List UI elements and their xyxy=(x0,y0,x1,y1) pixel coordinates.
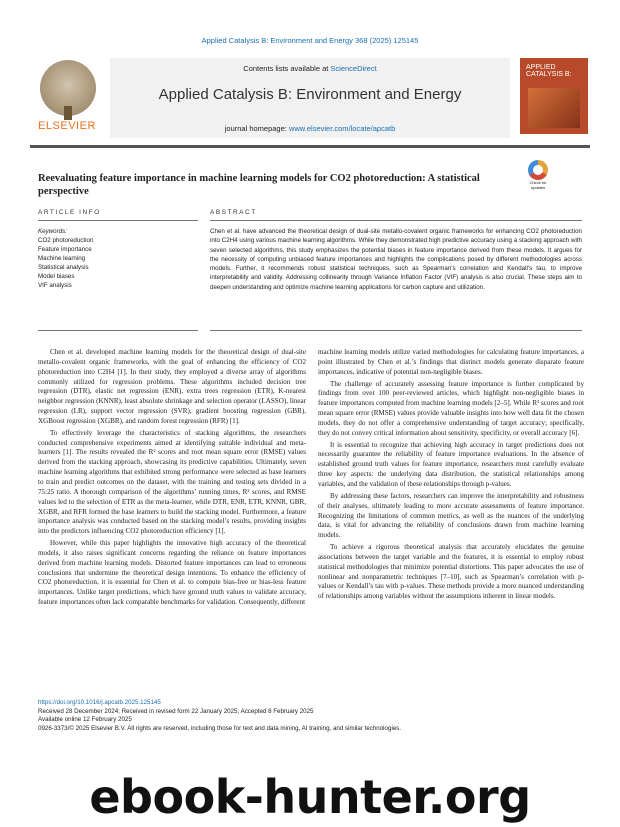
homepage-link[interactable]: www.elsevier.com/locate/apcatb xyxy=(288,124,396,133)
check-for-updates-button[interactable] xyxy=(524,160,552,190)
body-paragraph: To achieve a rigorous theoretical analysis that accurately elucidates the genuine associations between the target variable and the features, it is essential to employ robust statistical methodologies that minimize potential distortions. This paper advocates the use of nonlinear and nonparametric techniques [7–10], such as Spearman’s correlation with p-values or Kendall’s tau with p-values. These methods provide a more nuanced understanding of relationships among variables without the assumptions inherent in linear models. xyxy=(318,543,584,601)
keyword-item: Statistical analysis xyxy=(38,264,89,271)
abstract-divider xyxy=(210,220,582,221)
doi-link[interactable]: https://doi.org/10.1016/j.apcatb.2025.125145 xyxy=(38,699,161,706)
available-online: Available online 12 February 2025 xyxy=(38,716,132,723)
body-paragraph: Chen et al. developed machine learning models for the theoretical design of dual-site metallo-covalent organic frameworks, with the goal of enhancing the efficiency of CO2 photoreduction into C2H4 [1]. In their study, they employed a diverse array of algorithms commonly utilized for regression problems. These algorithms included decision tree regression (DTR), elastic net regression (ENR), extra trees regression (ETR), K-nearest neighbor regression (KNNR), least absolute shrinkage and selection operator (LASSO), linear regression (LR), support vector regression (SVR), gradient boosting regression (GBR), XGBoost regression (XGBR), and random forest regression (RFR) [1]. xyxy=(38,348,306,425)
elsevier-logo[interactable] xyxy=(32,58,102,134)
copyright-notice: 0926-3373/© 2025 Elsevier B.V. All rights are reserved, including those for text and data mining, AI training, and similar technologies. xyxy=(38,724,402,732)
body-paragraph: To effectively leverage the characteristics of stacking algorithms, the researchers conducted comprehensive experiments aimed at identifying suitable individual and meta-learners [1]. The results revealed the R² scores and root mean square error (RMSE) values derived from the stacking approach, showcasing its predictive capabilities. Ultimately, seven machine learning algorithms that exhibited strong performance were selected as base learners to train and predict outcomes on the dataset, with the training and testing sets divided in a 75:25 ratio. A thorough comparison of the algorithms’ running times, R² scores, and RMSE values led to the selection of ETR as the meta-learner, while DTR, ENR, ETR, KNNR, GBR, XGBR, and RFR formed the base learners to build the stacking model. Furthermore, a feature importance analysis was conducted based on the stacking model’s results, providing insights into the predictors influencing CO2 photoreduction efficiency [1]. xyxy=(38,428,306,536)
check-updates-icon-center xyxy=(533,165,543,175)
body-column-right xyxy=(318,348,584,604)
contents-line xyxy=(110,64,510,73)
cover-art xyxy=(528,88,580,128)
journal-cover-image[interactable] xyxy=(520,58,588,134)
abstract-text: Chen et al. have advanced the theoretical design of dual-site metallo-covalent organic frameworks for enhancing CO2 photoreduction into C2H4 using various machine learning algorithms. While they demonstrated high predictive accuracy using a stacking approach with seven selected algorithms, this study emphasizes the potential biases in feature importance derived from these models. It argues for the necessity of computing unbiased feature importances and highlights the complications posed by different methodologies across models. Further, it recommends robust statistical techniques, such as Spearman’s correlation and Kendall’s tau, to improve interpretability and validity. Addressing collinearity through Variance Inflation Factor (VIF) analysis is also crucial. These steps aim to deepen understanding and optimize machine learning applications for carbon capture and utilization. xyxy=(210,228,582,291)
cover-title: APPLIED CATALYSIS B: xyxy=(526,64,572,79)
article-info-divider xyxy=(38,220,198,221)
received-dates: Received 28 December 2024; Received in revised form 22 January 2025; Accepted 8 February 2025 xyxy=(38,707,314,715)
keyword-item: VIF analysis xyxy=(38,282,72,289)
keyword-item: CO2 photoreduction xyxy=(38,237,94,244)
header-divider xyxy=(30,145,590,148)
keyword-item: Model biases xyxy=(38,273,75,280)
contents-prefix: Contents lists available at xyxy=(243,64,331,73)
article-title: Reevaluating feature importance in machine learning models for CO2 photoreduction: A statistical perspective xyxy=(38,173,480,197)
abstract-bottom-divider xyxy=(210,330,582,331)
homepage-prefix: journal homepage: xyxy=(224,124,289,133)
body-paragraph: machine learning models utilize varied methodologies for calculating feature importances, a point illustrated by Chen et al.’s findings that distinct models generate disparate feature importances, indicative of potential non-negligible biases. xyxy=(318,348,584,376)
body-column-left xyxy=(38,348,306,610)
body-paragraph: It is essential to recognize that achieving high accuracy in target predictions does not necessarily guarantee the reliability of feature importance evaluations. In the absence of established ground truth values for feature importance, researchers must carefully evaluate three key aspects: the underlying data distribution, the statistical relationships among variables, and the validation of these relationships through p-values. xyxy=(318,440,584,488)
journal-reference[interactable]: Applied Catalysis B: Environment and Energy 368 (2025) 125145 xyxy=(201,36,419,45)
tree-trunk-icon xyxy=(64,106,72,120)
article-footer xyxy=(38,699,578,733)
body-paragraph: However, while this paper highlights the innovative high accuracy of the theoretical models, it also raises significant concerns regarding the reliance on feature importances derived from machine learning models. Distorted feature importances can lead to erroneous conclusions that undermine the theoretical design intentions. To enhance the efficiency of CO2 photoreduction, it is essential for Chen et al. to compute bias-free or bias-less feature importances. Unlike target predictions, which have ground truth values to validate accuracy, feature importances often lack comparable benchmarks for validation. Consequently, different xyxy=(38,539,306,607)
watermark-text: ebook-hunter.org xyxy=(89,770,531,824)
keyword-item: Machine learning xyxy=(38,255,86,262)
abstract-heading: ABSTRACT xyxy=(210,209,257,216)
body-paragraph: By addressing these factors, researchers can improve the interpretability and robustness of their analyses, ultimately leading to more accurate assessments of feature importance. Recognizing the limitations of common metrics, as well as the nuances of the underlying data, is vital for advancing the reliability of conclusions drawn from machine learning models. xyxy=(318,491,584,540)
check-updates-label: Check for updates xyxy=(529,180,547,190)
journal-header xyxy=(110,58,510,138)
journal-title: Applied Catalysis B: Environment and Energy xyxy=(158,86,462,103)
article-info-bottom-divider xyxy=(38,330,198,331)
article-info-heading: ARTICLE INFO xyxy=(38,209,101,216)
publisher-logo-text: ELSEVIER xyxy=(38,120,96,132)
body-paragraph: The challenge of accurately assessing feature importance is further complicated by findings from over 100 peer-reviewed articles, which highlight non-negligible biases in feature importances computed from machine learning models [2–5]. While R² scores and root mean square error (RMSE) values provide valuable insights into how well data fit the chosen models, they do not offer a comprehensive understanding of target accuracy; specifically, they do not convey critical information about sensitivity, specificity, or overall accuracy [6]. xyxy=(318,379,584,437)
keywords-block xyxy=(38,227,198,290)
keywords-label: Keywords: xyxy=(38,228,67,235)
homepage-line xyxy=(110,124,510,133)
sciencedirect-link[interactable]: ScienceDirect xyxy=(330,64,377,73)
keyword-item: Feature importance xyxy=(38,246,92,253)
